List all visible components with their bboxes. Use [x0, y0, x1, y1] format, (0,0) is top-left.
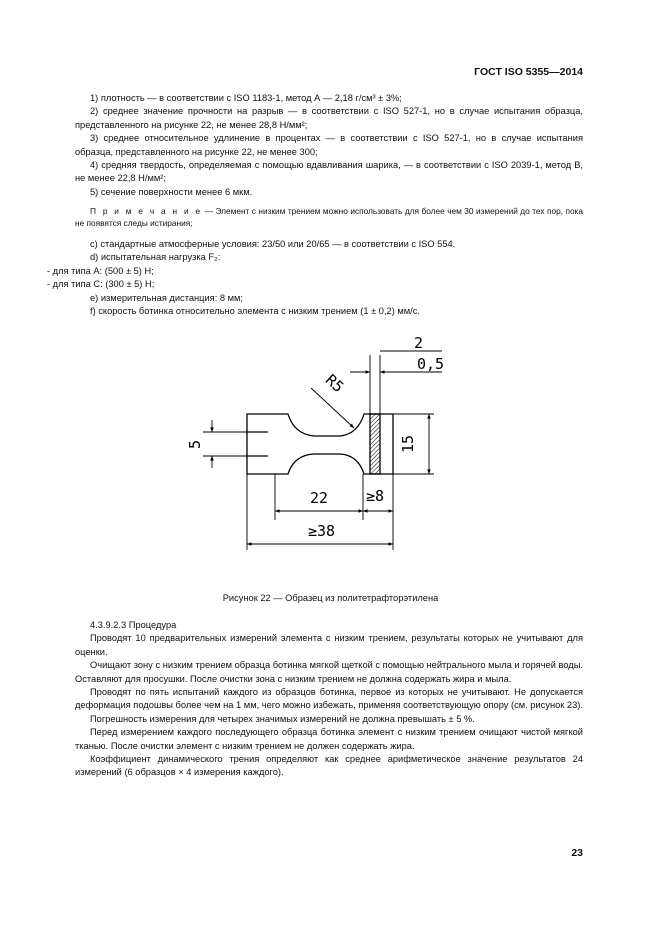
list-item: - для типа C: (300 ± 5) Н; [47, 279, 155, 290]
list-item: 3) среднее относительное удлинение в процентах — в соответствии с ISO 527-1, но в случае испытания образца, представленного на рисунке 22, не менее 300; [75, 133, 583, 157]
note-label: П р и м е ч а н и е [90, 206, 203, 217]
dim-5: 5 [186, 439, 204, 449]
dim-22: 22 [310, 489, 329, 507]
dim-15: 15 [399, 434, 417, 453]
specimen-outline [247, 414, 393, 474]
list-item: c) стандартные атмосферные условия: 23/50 или 20/65 — в соответствии с ISO 554. [90, 239, 456, 249]
document-header: ГОСТ ISO 5355—2014 [474, 66, 583, 78]
list-item: d) испытательная нагрузка F₂: [90, 252, 221, 263]
list-item: 4) средняя твердость, определяемая с помощью вдавливания шарика, — в соответствии с ISO 2039-1, метод В, не менее 22,8 Н/мм²; [75, 160, 583, 184]
note-text: — Элемент с низким трением можно использовать для более чем 30 измерений до тех пор, пока не появятся следы истирания; [75, 206, 583, 229]
paragraph: Очищают зону с низким трением образца ботинка мягкой щеткой с помощью нейтрального мыла и горячей воды. Оставляют для просушки. После очистки зона с низким трением не должна содержать жира и мыла. [75, 660, 583, 684]
paragraph: Погрешность измерения для четырех значимых измерений не должна превышать ± 5 %. [90, 713, 475, 724]
dim-0-5: 0,5 [417, 355, 445, 373]
section-heading: 4.3.9.2.3 Процедура [90, 620, 177, 630]
dim-2: 2 [414, 334, 424, 352]
paragraph: Проводят 10 предварительных измерений элемента с низким трением, результаты которых не учитывают для оценки. [75, 633, 583, 657]
figure-caption: Рисунок 22 — Образец из политетрафторэтилена [222, 593, 439, 603]
dim-ge-38: ≥38 [308, 522, 336, 540]
list-item: - для типа A: (500 ± 5) Н; [47, 265, 154, 276]
paragraph: Перед измерением каждого последующего образца ботинка элемент с низким трением очищают чистой мягкой тканью. После очистки элемент с низким трением не должен содержать жира. [75, 727, 583, 751]
list-item: e) измерительная дистанция: 8 мм; [90, 292, 243, 303]
page-number: 23 [571, 847, 583, 859]
procedure-section [75, 619, 583, 780]
list-item: 2) среднее значение прочности на разрыв — в соответствии с ISO 527-1, но в случае испытания образца, представленного на рисунке 22, не менее 28,8 Н/мм²; [75, 106, 583, 130]
list-item: 1) плотность — в соответствии с ISO 1183-1, метод А — 2,18 г/см³ ± 3%; [90, 93, 402, 103]
paragraph: Проводят по пять испытаний каждого из образцов ботинка, первое из которых не учитывают. Не допускается деформация подошвы более чем на 1 мм, чего можно избежать, применяя соответствующую опору (см. рисунок 23). [75, 687, 583, 711]
paragraph: Коэффициент динамического трения определяют как среднее арифметическое значение результатов 24 измерений (6 образцов × 4 измерения каждого). [75, 754, 583, 778]
dim-ge-8: ≥8 [366, 487, 385, 505]
dim-r5: R5 [321, 370, 348, 397]
list-item: f) скорость ботинка относительно элемента с низким трением (1 ± 0,2) мм/с. [90, 306, 420, 317]
list-item: 5) сечение поверхности менее 6 мкм. [90, 186, 253, 197]
